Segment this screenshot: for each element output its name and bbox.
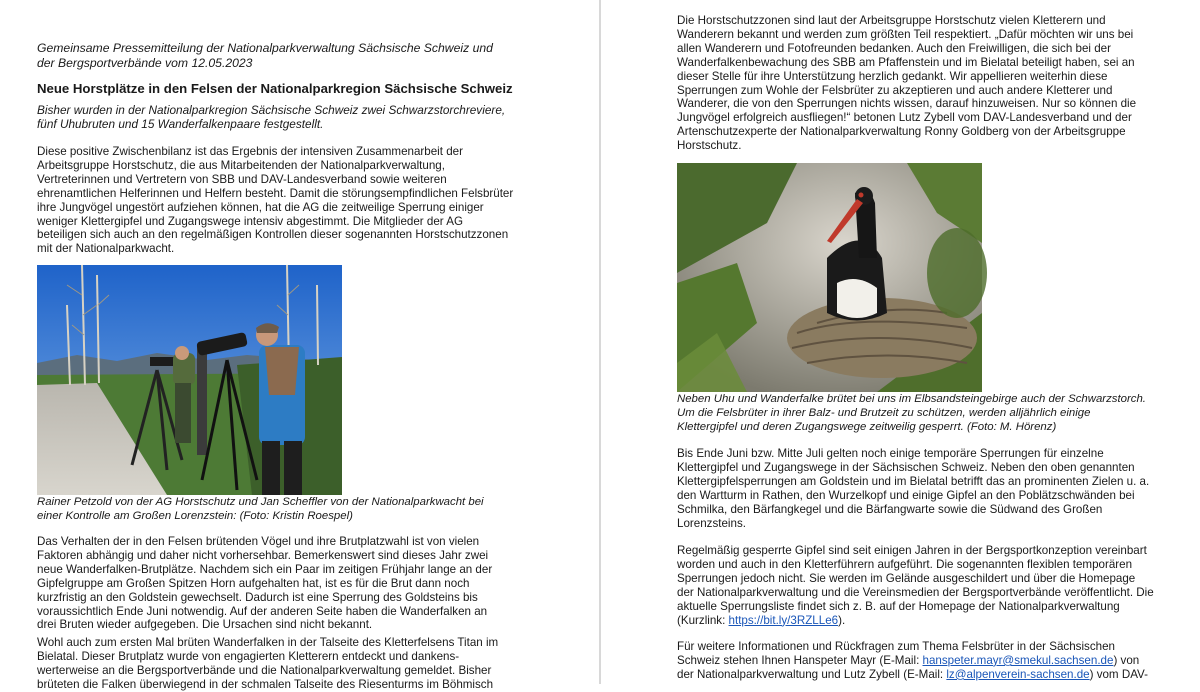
contact-text-2: ) von der Nationalparkverwaltung und Lutz Zybell (E-Mail: xyxy=(677,653,1140,681)
paragraph-2: Das Verhalten der in den Felsen brütenden Vögel und ihre Brutplatzwahl ist von vielen Faktoren abhängig und daher nicht vorhersehbar. Bemerkenswert sind dieses Jahr zwei neue Wanderfalken-Brutplätze. Nachdem sich ein Paar im zeitigen Frühjahr lange an der Gipfelgruppe am Großen Spitzen Horn aufgehalten hat, ist es für die Brut dann noch kurzfristig an den Goldstein gewechselt. Dadurch ist eine Sperrung des Goldsteins bis voraussichtlich Ende Juni notwendig. Auf der anderen Seite haben die Wanderfalken an drei Bruten wieder aufgegeben. Die Ursachen sind nicht bekannt. xyxy=(37,535,493,632)
rangers-photo-caption: Rainer Petzold von der AG Horstschutz und Jan Scheffler von der Nationalparkwacht bei einer Kontrolle am Großen Lorenzstein: (Foto: Kristin Roespel) xyxy=(37,496,484,522)
article-title: Neue Horstplätze in den Felsen der Nationalparkregion Sächsische Schweiz xyxy=(37,81,513,96)
rangers-photo xyxy=(37,265,342,495)
black-stork-photo xyxy=(677,163,982,392)
paragraph-3: Wohl auch zum ersten Mal brüten Wanderfalken in der Talseite des Kletterfelsens Titan im Bielatal. Dieser Brutplatz wurde von engagierten Kletterern entdeckt und dankens- werterweise an die Bergsportverbände und die Nationalparkverwaltung gemeldet. Bisher brüteten die Falken überwiegend in der schmalen Talseite des Riesenturms im Böhmisch xyxy=(37,636,499,691)
right-paragraph-3 xyxy=(677,544,1197,627)
email-link-mayr[interactable]: hanspeter.mayr@smekul.sachsen.de xyxy=(922,653,1114,667)
press-header: Gemeinsame Pressemitteilung der Nationalparkverwaltung Sächsische Schweiz und der Bergsportverbände vom 12.05.2023 xyxy=(37,41,493,70)
contact-text-3: ) vom DAV- xyxy=(1089,667,1149,681)
right-paragraph-2: Bis Ende Juni bzw. Mitte Juli gelten noch einige temporäre Sperrungen für einzelne Klettergipfel und Zugangswege in der Sächsischen Schweiz. Neben den oben genannten Klettergipfelsperrungen am Goldstein und im Bielatal betrifft das an prominenten Zielen u. a. den Wartturm in Rathen, den Wurzelkopf und einige Gipfel an den Poblätzschwänden bei Schmilka, den Bärfangkegel und die Bärfangwarte sowie die Südwand des Großen Lorenzsteins. xyxy=(677,447,1150,530)
right-paragraph-3-end: ). xyxy=(838,613,846,627)
email-link-zybell[interactable]: lz@alpenverein-sachsen.de xyxy=(946,667,1090,681)
right-paragraph-1: Die Horstschutzzonen sind laut der Arbeitsgruppe Horstschutz vielen Kletterern und Wanderern bekannt und werden zum größten Teil respektiert. „Dafür möchten wir uns bei allen Wanderern und Fotofreunden bedanken. Auch den Freiwilligen, die sich bei der Wanderfalkenbewachung des SBB am Pfaffenstein und im Bielatal beteiligt haben, sei an dieser Stelle für ihre Unterstützung herzlich gedankt. Wir appellieren weiterhin diese Sperrungen zum Wohle der Felsbrüter zu akzeptieren und auch andere Kletterer und Wanderer, die von den Sperrungen nichts wissen, darauf hinzuweisen. Nur so können die Jungvögel erfolgreich ausfliegen!“ betonen Lutz Zybell vom DAV-Landesverband und der Artenschutzexperte der Nationalparkverwaltung Ronny Goldberg von der Arbeitsgruppe Horstschutz. xyxy=(677,14,1137,153)
short-link[interactable]: https://bit.ly/3RZLLe6 xyxy=(728,613,839,627)
paragraph-1: Diese positive Zwischenbilanz ist das Ergebnis der intensiven Zusammenarbeit der Arbeitsgruppe Horstschutz, die aus Mitarbeitenden der Nationalparkverwaltung, Vertreterinnen und Vertretern von SBB und DAV-Landesverband sowie weiteren ehrenamtlichen Helferinnen und Helfern besteht. Damit die störungsempfindlichen Felsbrüter ihre Jungvögel ungestört aufziehen können, hat die AG die zeitweilige Sperrung einiger weniger Klettergipfel und Zugangswege intensiv abgestimmt. Die Mitglieder der AG beteiligen sich auch an den regelmäßigen Kontrollen dieser sogenannten Horstschutzzonen mit der Nationalparkwacht. xyxy=(37,145,514,256)
black-stork-photo-image xyxy=(677,163,982,392)
right-page xyxy=(602,0,1200,684)
left-page xyxy=(0,0,598,691)
article-lead: Bisher wurden in der Nationalparkregion Sächsische Schweiz zwei Schwarzstorchreviere, fünf Uhubruten und 15 Wanderfalkenpaare festgestellt. xyxy=(37,103,506,132)
contact-paragraph xyxy=(677,640,1197,682)
rangers-photo-image xyxy=(37,265,342,495)
page-divider xyxy=(599,0,601,684)
stork-photo-caption: Neben Uhu und Wanderfalke brütet bei uns im Elbsandsteingebirge auch der Schwarzstorch. Um die Felsbrüter in ihrer Balz- und Brutzeit zu schützen, werden alljährlich einige Klettergipfel und deren Zugangswege zeitweilig gesperrt. (Foto: M. Hörenz) xyxy=(677,393,1146,433)
contact-text-1: Für weitere Informationen und Rückfragen zum Thema Felsbrüter in der Sächsischen Schweiz stehen Ihnen Hanspeter Mayr (E-Mail: xyxy=(677,640,1115,667)
right-paragraph-3-text: Regelmäßig gesperrte Gipfel sind seit einigen Jahren in der Bergsportkonzeption vereinbart worden und auch in den Kletterführern aufgeführt. Die sogenannten flexiblen temporären Sperrungen jedoch nicht. Sie werden im Gelände ausgeschildert und über die Homepage der Nationalparkverwaltung und die Vereinsmedien der Bergsportverbände veröffentlicht. Die aktuelle Sperrungsliste findet sich z. B. auf der Homepage der Nationalparkverwaltung (Kurzlink: xyxy=(677,544,1154,627)
